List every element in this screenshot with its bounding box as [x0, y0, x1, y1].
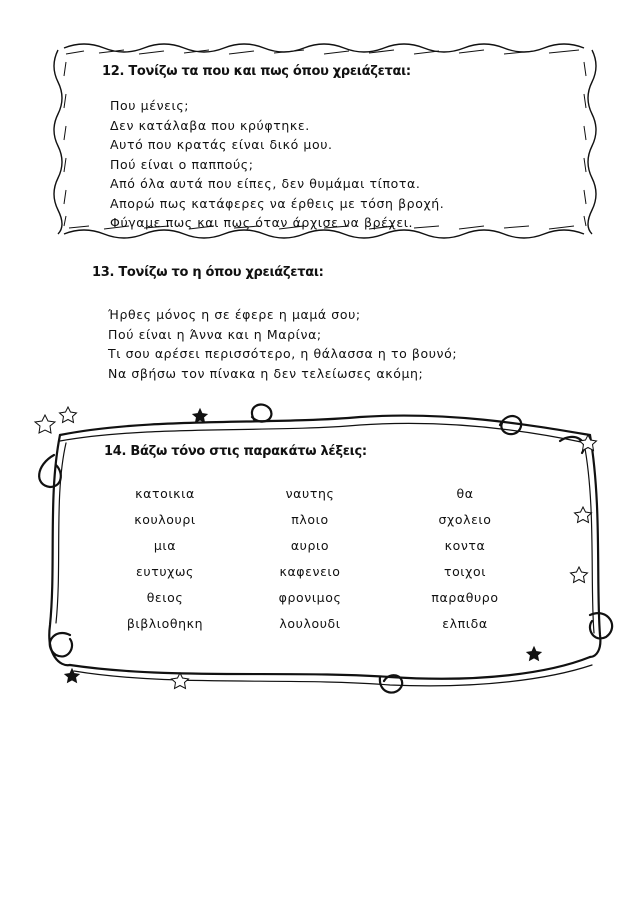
star-icon — [580, 435, 597, 451]
sentence-line: Πού είναι η Άννα και η Μαρίνα; — [108, 326, 322, 342]
sentence-line: Αυτό που κρατάς είναι δικό μου. — [110, 137, 333, 152]
star-icon — [35, 415, 55, 433]
sentence-line: Ήρθες μόνος η σε έφερε η μαμά σου; — [108, 307, 361, 322]
star-icon — [193, 409, 207, 422]
section-14-title: 14. Βάζω τόνο στις παρακάτω λέξεις: — [104, 444, 367, 459]
sentence-line: Τι σου αρέσει περισσότερο, η θάλασσα η το βουνό; — [108, 346, 458, 361]
word-item: αυριο — [290, 538, 330, 553]
star-icon — [571, 567, 588, 583]
star-icon — [60, 407, 77, 423]
word-item: βιβλιοθηκη — [126, 616, 204, 631]
word-item: κοντα — [444, 538, 486, 553]
word-item: θα — [456, 486, 474, 501]
star-icon — [65, 669, 79, 682]
sentence-line: Που μένεις; — [110, 98, 190, 113]
section-12-title: 12. Τονίζω τα που και πως όπου χρειάζεται: — [102, 64, 411, 79]
word-item: ελπιδα — [442, 616, 488, 631]
star-icon — [575, 507, 592, 523]
word-item: καφενειο — [279, 564, 341, 579]
sentence-line: Να σβήσω τον πίνακα η δεν τελείωσες ακόμη; — [108, 365, 424, 381]
word-item: φρονιμος — [278, 590, 342, 605]
word-item: ευτυχως — [136, 564, 194, 579]
word-item: θειος — [146, 590, 184, 605]
word-grid — [100, 484, 540, 634]
word-item: πλοιο — [291, 512, 329, 527]
sentence-line: Πού είναι ο παππούς; — [110, 156, 254, 172]
star-icon — [527, 647, 541, 660]
section-13-title: 13. Τονίζω το η όπου χρειάζεται: — [92, 265, 324, 280]
section-12-sentences — [110, 96, 444, 233]
sentence-line: Από όλα αυτά που είπες, δεν θυμάμαι τίποτα. — [110, 176, 421, 191]
sentence-line: Απορώ πως κατάφερες να έρθεις με τόση βροχή. — [110, 195, 445, 211]
word-item: σχολειο — [438, 512, 492, 527]
section-13-sentences — [108, 305, 457, 383]
sentence-line: Φύγαμε πως και πως όταν άρχισε να βρέχει. — [110, 215, 414, 230]
star-icon — [172, 673, 189, 689]
word-item: ναυτης — [285, 486, 335, 501]
word-item: μια — [153, 538, 177, 553]
word-item: παραθυρο — [431, 590, 499, 605]
word-item: λουλουδι — [279, 616, 341, 631]
sentence-line: Δεν κατάλαβα που κρύφτηκε. — [110, 117, 310, 133]
word-item: κουλουρι — [134, 512, 196, 527]
word-item: κατοικια — [135, 486, 195, 501]
word-item: τοιχοι — [443, 564, 487, 579]
